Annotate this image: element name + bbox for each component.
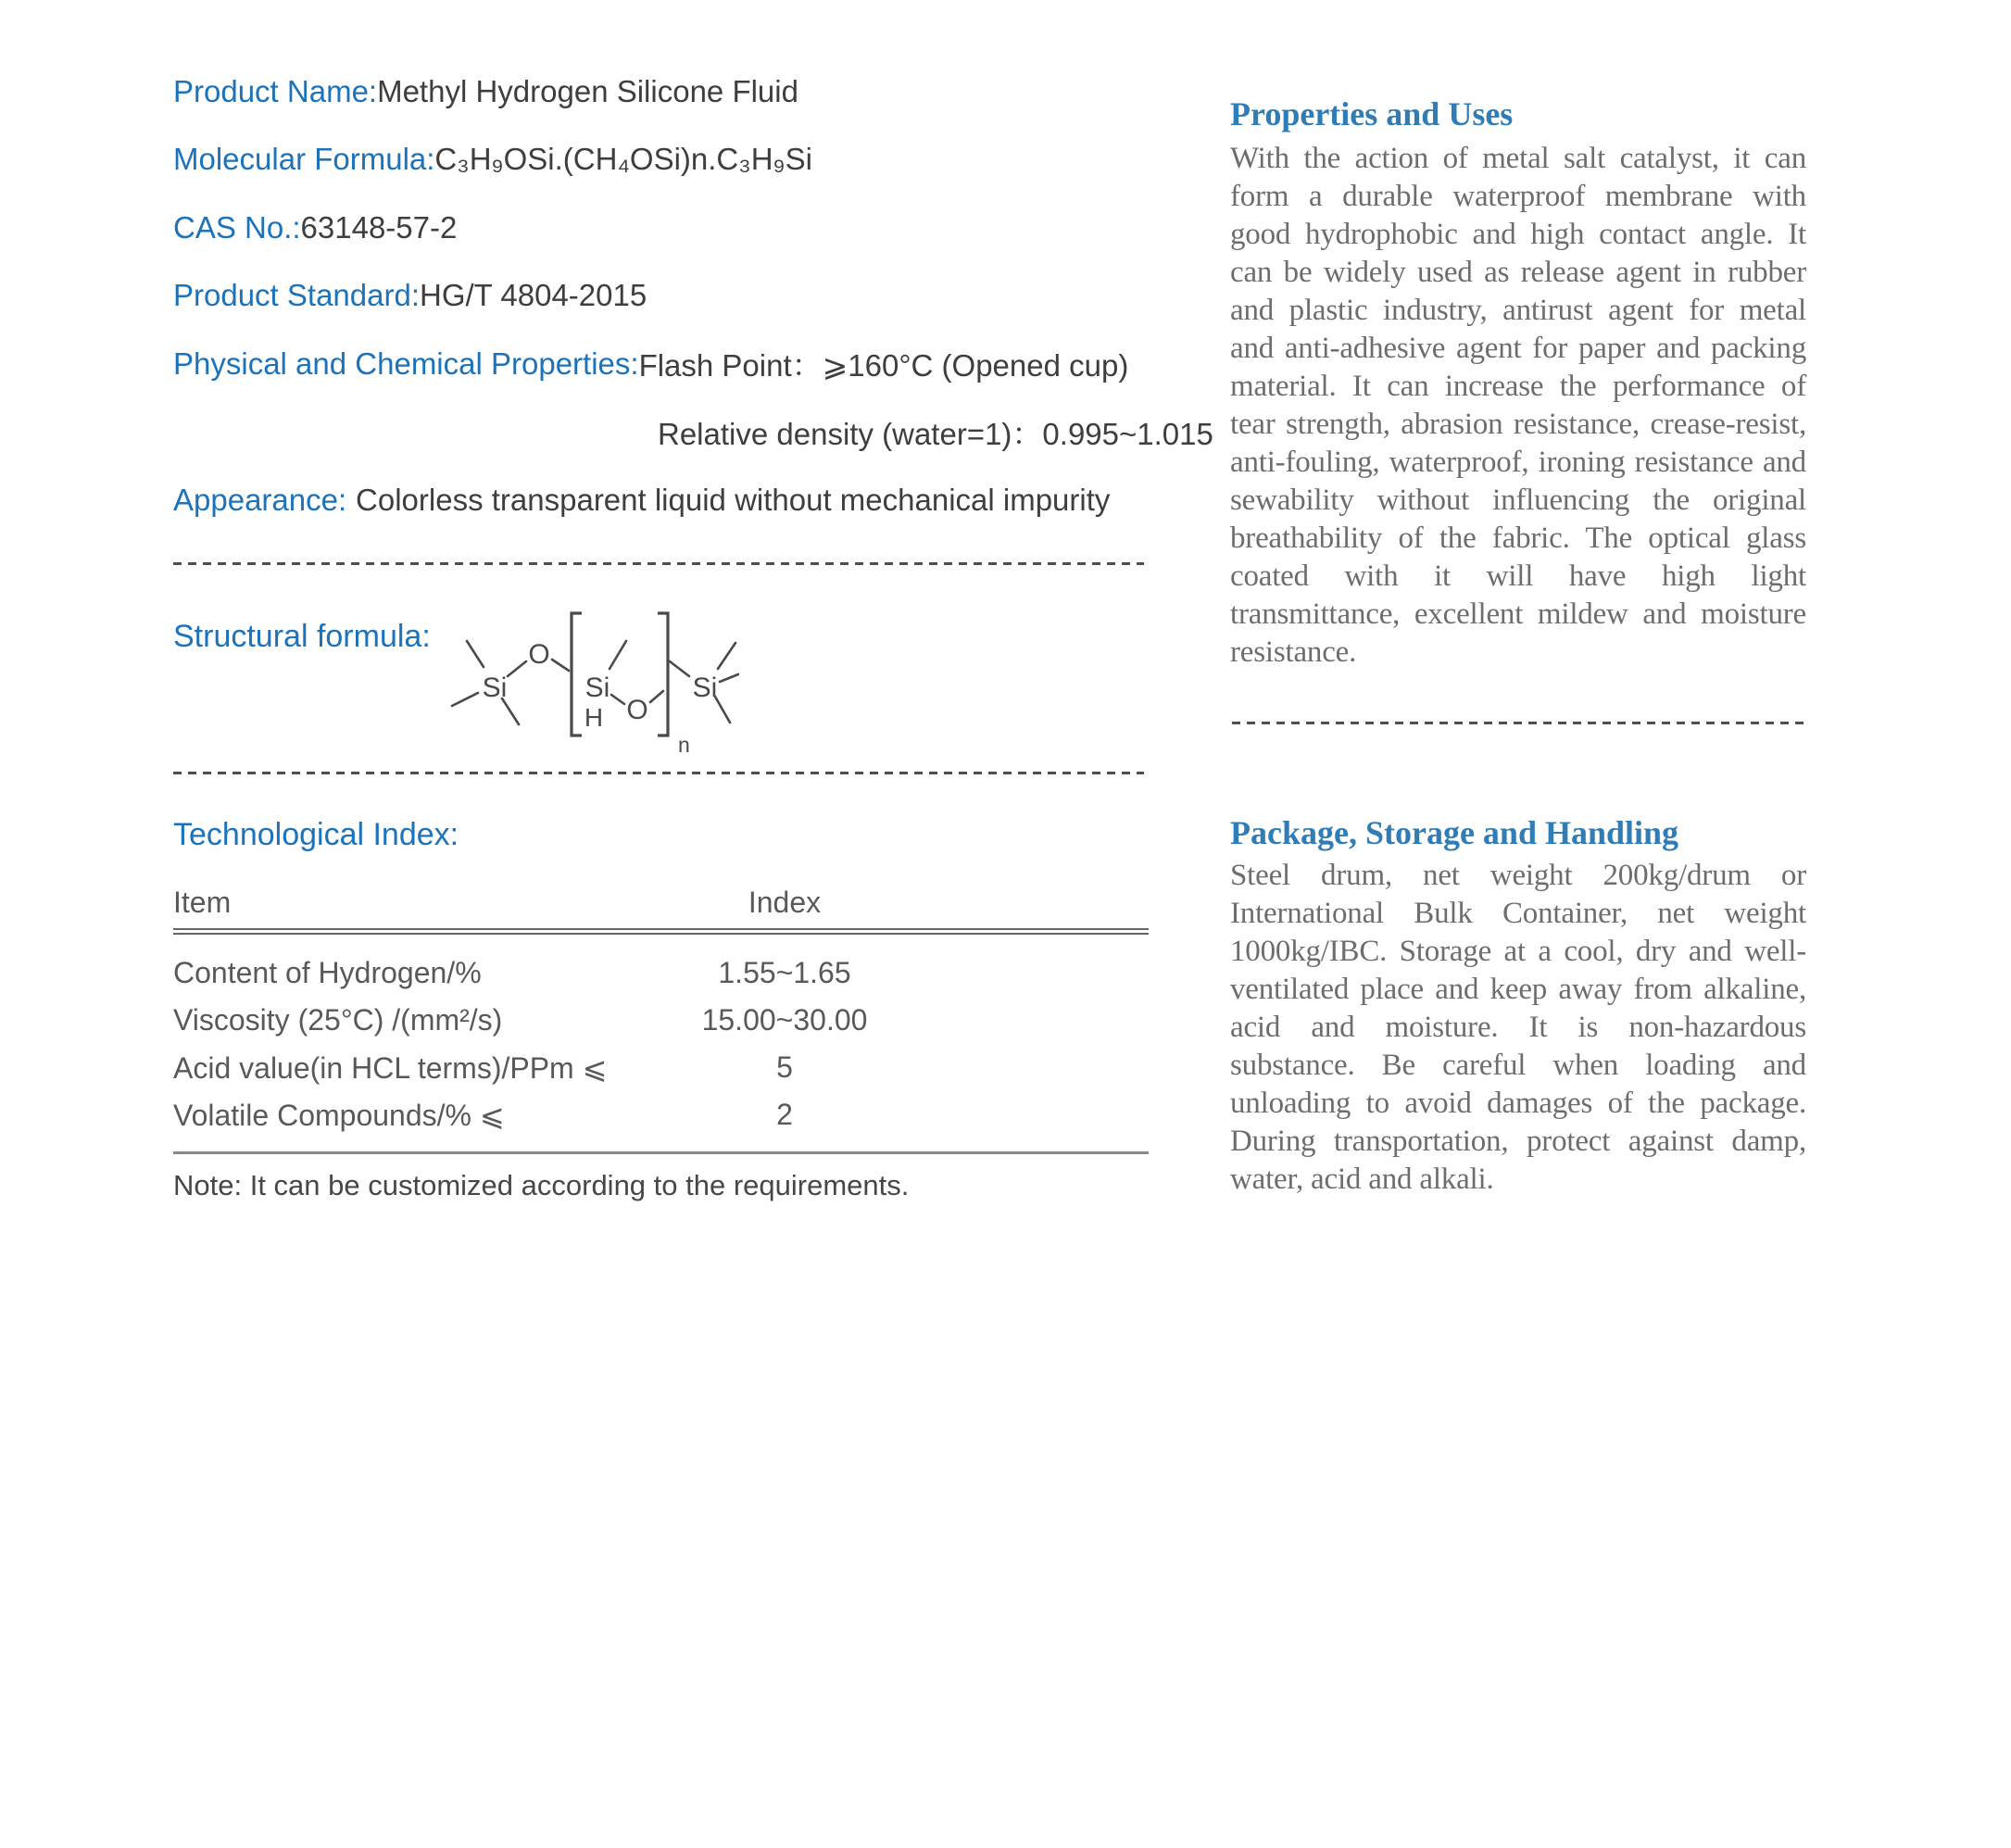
field-appearance [173,466,1238,534]
field-value: HG/T 4804-2015 [420,278,647,313]
left-bracket [572,613,582,735]
field-value: Flash Point：⩾160°C (Opened cup) [638,348,1129,383]
field-label: Product Standard: [173,278,420,313]
field-cas-no [173,194,1238,262]
table-cell-index: 5 [776,1050,793,1084]
table-row [173,949,1149,997]
atom-h: H [584,703,604,732]
field-molecular-formula [173,126,1238,195]
field-product-standard [173,262,1238,331]
table-cell-index: 2 [776,1098,793,1131]
table-note: Note: It can be customized according to the requirements. [173,1169,910,1201]
field-value: Relative density (water=1)：0.995~1.015 [658,416,1213,451]
structural-formula-diagram [443,595,739,757]
atom-si: Si [482,673,508,703]
field-label: CAS No.: [173,209,301,245]
dashed-divider [173,562,1144,565]
atom-si: Si [692,673,718,703]
field-label: Physical and Chemical Properties: [173,346,639,381]
column-header-item: Item [173,885,232,919]
repeat-subscript: n [678,733,690,757]
right-bracket [658,613,668,735]
field-value: Colorless transparent liquid without mechanical impurity [356,482,1111,517]
atom-o: O [528,639,550,670]
table-row [173,997,1149,1044]
package-storage-handling-heading: Package, Storage and Handling [1230,813,1679,851]
properties-and-uses-heading: Properties and Uses [1230,94,1514,132]
field-label: Product Name: [173,73,378,108]
field-label: Appearance: [173,482,347,517]
table-row [173,1044,1149,1091]
field-value: 63148-57-2 [300,209,458,245]
table-cell-index: 1.55~1.65 [718,956,851,989]
table-cell-item: Volatile Compounds/% ⩽ [173,1098,505,1132]
field-value: Methyl Hydrogen Silicone Fluid [377,73,798,108]
package-storage-handling-paragraph: Steel drum, net weight 200kg/drum or International Bulk Container, net weight 1000kg/IBC. Storage at a cool, dry and well-ventilated place and keep away from alkaline, acid and moisture. It is non-hazardous substance. Be careful when loading and unloading to avoid damages of the package. During transportation, protect against damp, water, acid and alkali. [1230,859,1806,1196]
table-cell-item: Content of Hydrogen/% [173,956,482,989]
properties-and-uses-paragraph: With the action of metal salt catalyst, it can form a durable waterproof membrane with good hydrophobic and high contact angle. It can be widely used as release agent in rubber and plastic industry, antirust agent for metal and anti-adhesive agent for paper and packing material. It can increase the performance of tear strength, abrasion resistance, crease-resist, anti-fouling, waterproof, ironing resistance and sewability without influencing the original breathability of the fabric. The optical glass coated with it will have high light transmittance, excellent mildew and moisture resistance. [1230,142,1806,669]
table-header-row [173,882,1149,923]
table-cell-index: 15.00~30.00 [701,1003,868,1037]
table-spacer [173,935,1149,949]
technological-index-label: Technological Index: [173,817,459,852]
product-fields [173,57,1238,534]
field-label: Molecular Formula: [173,142,435,177]
table-cell-item: Acid value(in HCL terms)/PPm ⩽ [173,1050,608,1085]
field-product-name [173,57,1238,126]
structural-formula-label: Structural formula: [173,619,431,654]
field-value: C₃H₉OSi.(CH₄OSi)n.C₃H₉Si [434,142,812,177]
dashed-divider [1232,722,1806,724]
atom-o: O [626,695,648,725]
column-header-index: Index [748,885,822,919]
atom-si: Si [584,673,610,703]
table-bottom-rule [173,1151,1149,1154]
technological-index-table [173,882,1149,1154]
field-physical-chemical-properties [173,330,1238,398]
table-cell-item: Viscosity (25°C) /(mm²/s) [173,1003,503,1037]
field-relative-density [173,398,1238,467]
table-header-rule [173,928,1149,935]
table-row [173,1091,1149,1138]
dashed-divider [173,772,1144,774]
